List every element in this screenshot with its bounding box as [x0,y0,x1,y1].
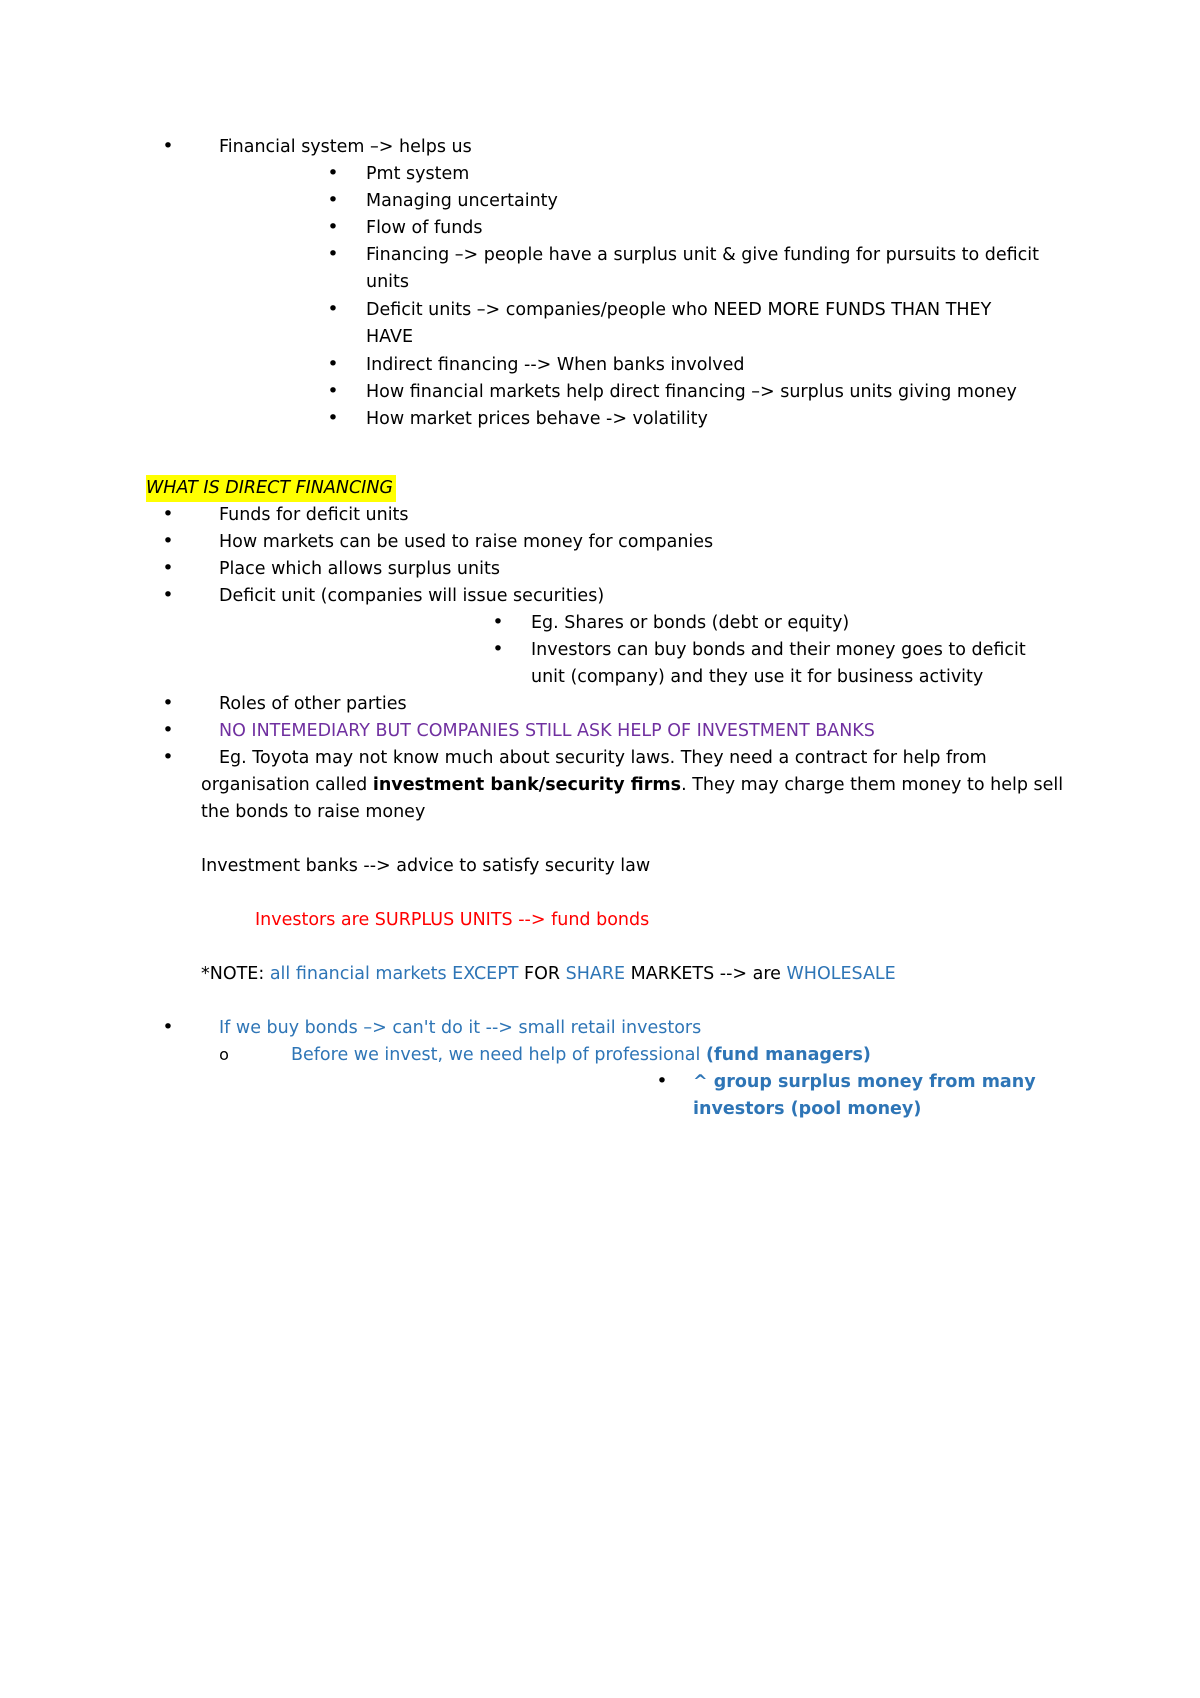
sub-list-bold-text: (fund managers) [705,1045,871,1065]
note-text: all financial markets EXCEPT [269,964,525,984]
sub-list-item: Investors can buy bonds and their money goes to deficit [531,640,1026,660]
bullet-icon: • [162,503,174,525]
bullet-icon: • [162,692,174,714]
list-item-continuation: HAVE [366,327,414,347]
bullet-icon: • [327,353,339,375]
list-item-continuation: units [366,272,410,292]
sub-list-item: Eg. Shares or bonds (debt or equity) [531,613,850,633]
example-paragraph-line [201,772,1063,799]
list-item: Deficit units –> companies/people who NEED MORE FUNDS THAN THEY [366,300,992,320]
bullet-icon: • [492,638,504,660]
bullet-icon: • [162,746,174,768]
paragraph-red: Investors are SURPLUS UNITS --> fund bonds [255,910,650,930]
list-item: Indirect financing --> When banks involved [366,355,745,375]
bullet-icon: • [656,1070,668,1092]
section-heading: WHAT IS DIRECT FINANCING [146,475,396,502]
example-text: . They may charge them money to help sell [681,775,1064,795]
bullet-icon: • [162,1016,174,1038]
sub-list-text: Before we invest, we need help of professional [291,1045,706,1065]
bullet-icon: • [162,135,174,157]
note-paragraph [201,961,896,988]
list-item: Financing –> people have a surplus unit & give funding for pursuits to deficit [366,245,1040,265]
list-item: How market prices behave -> volatility [366,409,708,429]
sub-list-item [291,1042,871,1069]
note-text: SHARE [565,964,631,984]
example-bold-text: investment bank/security firms [372,775,682,795]
list-item-no-intermediary: NO INTEMEDIARY BUT COMPANIES STILL ASK HELP OF INVESTMENT BANKS [219,721,875,741]
list-item: Flow of funds [366,218,483,238]
example-paragraph-line: Eg. Toyota may not know much about security laws. They need a contract for help from [219,748,987,768]
list-item: Deficit unit (companies will issue securities) [219,586,605,606]
note-label: *NOTE: [201,964,270,984]
example-paragraph-line: the bonds to raise money [201,802,426,822]
list-item: Roles of other parties [219,694,407,714]
list-item: Managing uncertainty [366,191,558,211]
sub-sub-list-item: ^ group surplus money from many [693,1072,1036,1092]
bullet-icon: • [162,557,174,579]
bullet-icon: • [327,298,339,320]
list-item: Financial system –> helps us [219,137,472,157]
note-text: WHOLESALE [786,964,896,984]
list-item: How markets can be used to raise money for companies [219,532,714,552]
paragraph: Investment banks --> advice to satisfy security law [201,856,651,876]
bullet-icon: • [162,530,174,552]
bullet-icon: • [162,584,174,606]
hollow-bullet-icon: o [219,1045,229,1064]
note-text: MARKETS --> are [630,964,787,984]
bullet-icon: • [327,189,339,211]
bullet-icon: • [327,407,339,429]
sub-list-item-continuation: unit (company) and they use it for business activity [531,667,984,687]
bullet-icon: • [327,243,339,265]
bullet-icon: • [327,162,339,184]
list-item: Place which allows surplus units [219,559,500,579]
bullet-icon: • [327,216,339,238]
list-item: Pmt system [366,164,470,184]
list-item: If we buy bonds –> can't do it --> small retail investors [219,1018,702,1038]
bullet-icon: • [162,719,174,741]
note-text: FOR [524,964,566,984]
list-item: Funds for deficit units [219,505,409,525]
example-text: organisation called [201,775,373,795]
sub-sub-list-item-continuation: investors (pool money) [693,1099,922,1119]
list-item: How financial markets help direct financing –> surplus units giving money [366,382,1017,402]
bullet-icon: • [327,380,339,402]
bullet-icon: • [492,611,504,633]
